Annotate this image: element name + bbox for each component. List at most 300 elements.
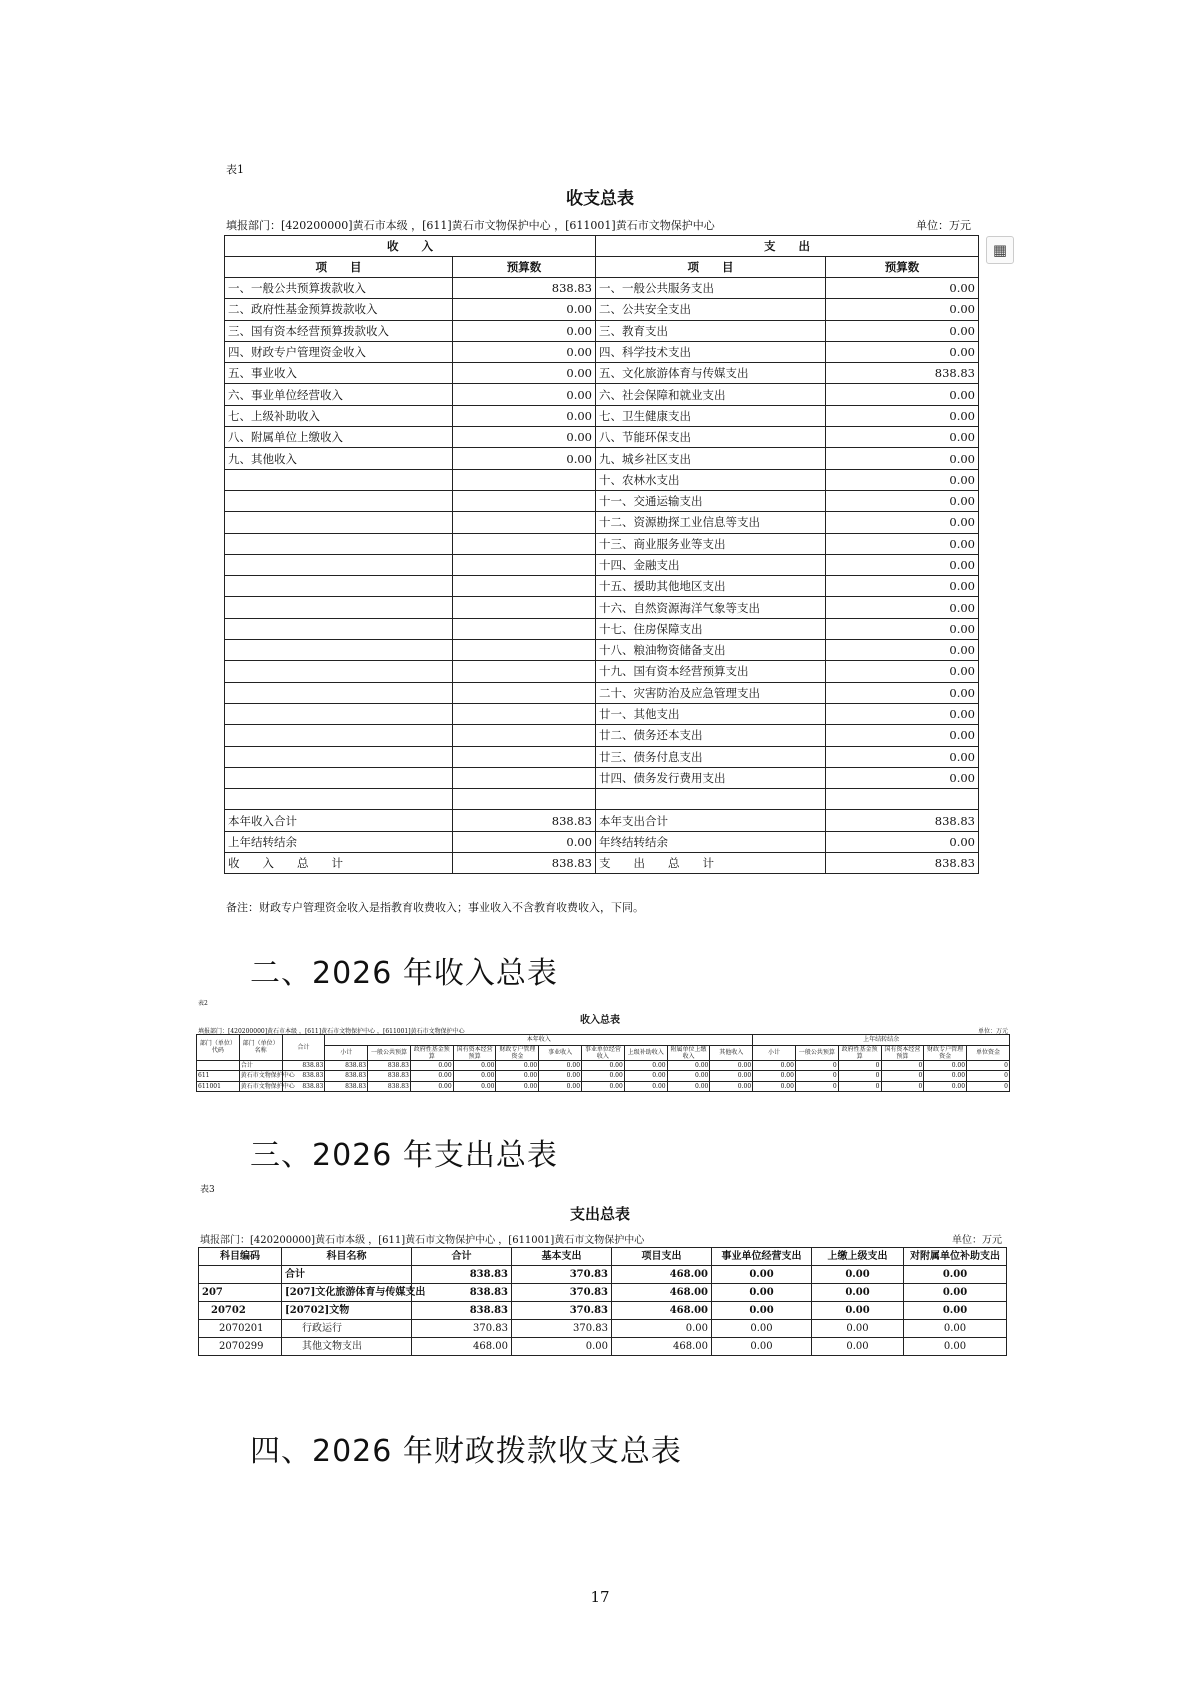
table-cell: 370.83 <box>512 1302 612 1320</box>
table-cell: 0.00 <box>453 1060 496 1071</box>
table-cell: 0.00 <box>812 1320 904 1338</box>
table-cell: 0.00 <box>410 1060 453 1071</box>
page-number: 17 <box>590 1588 610 1606</box>
table-row <box>225 490 979 511</box>
table-cell: 468.00 <box>612 1338 712 1356</box>
table-cell: 838.83 <box>325 1081 368 1092</box>
income-value <box>453 490 596 511</box>
table-cell: 0.00 <box>904 1302 1007 1320</box>
col-item: 项 目 <box>596 257 826 278</box>
table-cell: 611 <box>197 1071 240 1082</box>
table-row <box>225 405 979 426</box>
table-cell: 838.83 <box>325 1071 368 1082</box>
table-row <box>225 363 979 384</box>
income-item <box>225 767 453 788</box>
col-header: 合计 <box>282 1035 325 1061</box>
table-row <box>225 682 979 703</box>
table-cell: 0 <box>967 1071 1010 1082</box>
table-cell: [20702]文物 <box>282 1302 412 1320</box>
table-cell: 0 <box>838 1081 881 1092</box>
table-cell: 合计 <box>282 1266 412 1284</box>
table-row <box>225 448 979 469</box>
expense-item <box>596 789 826 810</box>
income-item: 二、政府性基金预算拨款收入 <box>225 299 453 320</box>
expense-value: 0.00 <box>826 554 979 575</box>
expense-item: 二十、灾害防治及应急管理支出 <box>596 682 826 703</box>
table-cell: 838.83 <box>368 1071 411 1082</box>
table-cell: 0.00 <box>612 1320 712 1338</box>
table-cell: 合计 <box>239 1060 282 1071</box>
col-budget: 预算数 <box>826 257 979 278</box>
income-item: 八、附属单位上缴收入 <box>225 427 453 448</box>
expense-item: 十一、交通运输支出 <box>596 490 826 511</box>
table3-label: 表3 <box>200 1185 215 1195</box>
income-item <box>225 597 453 618</box>
expense-value: 0.00 <box>826 661 979 682</box>
table-cell: 370.83 <box>512 1320 612 1338</box>
table-cell: 0.00 <box>496 1081 539 1092</box>
income-item: 五、事业收入 <box>225 363 453 384</box>
table-row <box>225 469 979 490</box>
col-header: 小计 <box>753 1045 796 1060</box>
income-item <box>225 746 453 767</box>
table-row <box>197 1071 1010 1082</box>
income-value: 0.00 <box>453 405 596 426</box>
expense-item: 五、文化旅游体育与传媒支出 <box>596 363 826 384</box>
income-item <box>225 554 453 575</box>
expense-item: 十七、住房保障支出 <box>596 618 826 639</box>
table-row <box>225 320 979 341</box>
expense-item: 十、农林水支出 <box>596 469 826 490</box>
table-cell: 838.83 <box>412 1284 512 1302</box>
col-header: 财政专户管理资金 <box>496 1045 539 1060</box>
table-row <box>225 533 979 554</box>
table-cell: 0.00 <box>812 1302 904 1320</box>
expense-value: 0.00 <box>826 533 979 554</box>
table-cell: 468.00 <box>612 1302 712 1320</box>
col-header: 国有资本经营预算 <box>453 1045 496 1060</box>
expense-item: 廿二、债务还本支出 <box>596 725 826 746</box>
table-cell: 0.00 <box>812 1266 904 1284</box>
expense-value: 0.00 <box>826 682 979 703</box>
table-row <box>225 597 979 618</box>
income-summary-table <box>196 1034 1010 1092</box>
table-cell: 0.00 <box>453 1071 496 1082</box>
table-cell: [207]文化旅游体育与传媒支出 <box>282 1284 412 1302</box>
table-cell: 0.00 <box>712 1302 812 1320</box>
expense-value: 0.00 <box>826 469 979 490</box>
expense-item: 一、一般公共服务支出 <box>596 278 826 299</box>
income-item <box>225 533 453 554</box>
income-item <box>225 682 453 703</box>
income-item: 六、事业单位经营收入 <box>225 384 453 405</box>
col-header: 一般公共预算 <box>795 1045 838 1060</box>
income-item <box>225 725 453 746</box>
table-cell: 370.83 <box>512 1266 612 1284</box>
table-cell: 207 <box>199 1284 282 1302</box>
table-cell <box>197 1060 240 1071</box>
table2-title: 收入总表 <box>580 1015 620 1026</box>
table-cell: 0 <box>881 1081 924 1092</box>
table-cell: 838.83 <box>282 1060 325 1071</box>
table-row <box>199 1284 1007 1302</box>
total-value: 838.83 <box>453 810 596 831</box>
table-row <box>225 299 979 320</box>
table-row <box>197 1060 1010 1071</box>
total-value: 838.83 <box>826 853 979 874</box>
table-cell: 2070201 <box>199 1320 282 1338</box>
income-item: 四、财政专户管理资金收入 <box>225 341 453 362</box>
income-item <box>225 512 453 533</box>
expense-item: 廿一、其他支出 <box>596 703 826 724</box>
income-value: 838.83 <box>453 278 596 299</box>
col-header: 基本支出 <box>512 1248 612 1266</box>
total-label: 年终结转结余 <box>596 831 826 852</box>
col-header: 上缴上级支出 <box>812 1248 904 1266</box>
expense-value: 0.00 <box>826 299 979 320</box>
scan-icon[interactable]: ▦ <box>986 236 1014 264</box>
income-value <box>453 725 596 746</box>
table-cell: 0.00 <box>582 1060 625 1071</box>
table-cell: 0 <box>881 1060 924 1071</box>
total-row <box>225 810 979 831</box>
section2-heading: 二、2026 年收入总表 <box>250 956 558 991</box>
table-cell: 838.83 <box>412 1266 512 1284</box>
table-cell: 0 <box>795 1081 838 1092</box>
expense-item: 六、社会保障和就业支出 <box>596 384 826 405</box>
section3-heading: 三、2026 年支出总表 <box>250 1138 558 1173</box>
income-value: 0.00 <box>453 384 596 405</box>
table-cell: 0.00 <box>667 1071 710 1082</box>
table-cell: 0 <box>967 1081 1010 1092</box>
income-header: 收 入 <box>225 236 596 257</box>
table-row <box>199 1302 1007 1320</box>
table-cell: 0.00 <box>710 1071 753 1082</box>
income-value <box>453 512 596 533</box>
table-cell: 0.00 <box>904 1266 1007 1284</box>
table-cell: 行政运行 <box>282 1320 412 1338</box>
col-header: 事业单位经营收入 <box>582 1045 625 1060</box>
expense-item: 十三、商业服务业等支出 <box>596 533 826 554</box>
expense-value: 0.00 <box>826 448 979 469</box>
income-item <box>225 789 453 810</box>
table-row <box>225 554 979 575</box>
table1-unit: 单位：万元 <box>916 219 971 232</box>
col-header: 其他收入 <box>710 1045 753 1060</box>
table-cell: 0.00 <box>924 1081 967 1092</box>
income-value: 0.00 <box>453 341 596 362</box>
table-row <box>225 703 979 724</box>
table2-unit: 单位：万元 <box>978 1028 1009 1035</box>
table3-title: 支出总表 <box>569 1205 630 1223</box>
table-cell: 黄石市文物保护中心 <box>240 1072 295 1080</box>
expense-value: 0.00 <box>826 384 979 405</box>
table-row <box>199 1266 1007 1284</box>
total-row <box>225 853 979 874</box>
table-cell: 0 <box>838 1060 881 1071</box>
expense-value: 0.00 <box>826 278 979 299</box>
income-item <box>225 661 453 682</box>
table-cell: 611001 <box>197 1081 240 1092</box>
income-item <box>225 576 453 597</box>
table-cell: 0.00 <box>667 1081 710 1092</box>
expense-item: 十六、自然资源海洋气象等支出 <box>596 597 826 618</box>
table-cell: 0 <box>967 1060 1010 1071</box>
table-row <box>225 618 979 639</box>
col-header: 部门（单位）代码 <box>197 1035 240 1061</box>
income-expense-table <box>224 235 979 874</box>
table-cell: 0.00 <box>753 1081 796 1092</box>
col-item: 项 目 <box>225 257 453 278</box>
income-item <box>225 640 453 661</box>
table1-label: 表1 <box>226 163 244 176</box>
income-value <box>453 554 596 575</box>
income-value: 0.00 <box>453 448 596 469</box>
total-label: 本年支出合计 <box>596 810 826 831</box>
col-header: 部门（单位）名称 <box>239 1035 282 1061</box>
col-header: 财政专户管理资金 <box>924 1045 967 1060</box>
table-cell: 0.00 <box>924 1071 967 1082</box>
table-row <box>225 789 979 810</box>
table-cell <box>199 1266 282 1284</box>
table-row <box>225 640 979 661</box>
table-cell: 0 <box>795 1060 838 1071</box>
col-header: 政府性基金预算 <box>410 1045 453 1060</box>
income-item: 九、其他收入 <box>225 448 453 469</box>
table-cell: 0.00 <box>582 1071 625 1082</box>
group-header: 本年收入 <box>325 1035 753 1046</box>
table-cell: 0.00 <box>753 1060 796 1071</box>
table-cell: 0.00 <box>624 1060 667 1071</box>
col-header: 事业收入 <box>539 1045 582 1060</box>
table-row <box>225 512 979 533</box>
table-cell: 838.83 <box>282 1071 325 1082</box>
table-cell: 0.00 <box>924 1060 967 1071</box>
total-row <box>225 831 979 852</box>
table-cell: 838.83 <box>368 1060 411 1071</box>
total-value: 0.00 <box>453 831 596 852</box>
table-cell: 468.00 <box>412 1338 512 1356</box>
col-header: 事业单位经营支出 <box>712 1248 812 1266</box>
table-cell: 838.83 <box>412 1302 512 1320</box>
table-cell: 370.83 <box>512 1284 612 1302</box>
table-cell: 838.83 <box>368 1081 411 1092</box>
expense-value: 0.00 <box>826 490 979 511</box>
income-value <box>453 576 596 597</box>
expense-header: 支 出 <box>596 236 979 257</box>
group-header: 上年结转结余 <box>753 1035 1010 1046</box>
expense-value: 0.00 <box>826 703 979 724</box>
table-cell: 468.00 <box>612 1284 712 1302</box>
table-cell: 0.00 <box>410 1081 453 1092</box>
expense-value: 0.00 <box>826 640 979 661</box>
income-item <box>225 490 453 511</box>
expense-item: 十二、资源勘探工业信息等支出 <box>596 512 826 533</box>
table-header-row <box>199 1248 1007 1266</box>
expense-value: 0.00 <box>826 405 979 426</box>
table-cell: 0.00 <box>904 1320 1007 1338</box>
table-row <box>225 725 979 746</box>
table-cell: 20702 <box>199 1302 282 1320</box>
income-value <box>453 533 596 554</box>
income-value <box>453 746 596 767</box>
table-header-row <box>197 1035 1010 1046</box>
col-header: 对附属单位补助支出 <box>904 1248 1007 1266</box>
col-budget: 预算数 <box>453 257 596 278</box>
income-value <box>453 767 596 788</box>
col-header: 附属单位上缴收入 <box>667 1045 710 1060</box>
income-item <box>225 703 453 724</box>
expense-item: 九、城乡社区支出 <box>596 448 826 469</box>
table-cell: 0.00 <box>710 1060 753 1071</box>
expense-value: 0.00 <box>826 746 979 767</box>
table2-label: 表2 <box>198 1000 208 1007</box>
table-cell: 0.00 <box>712 1320 812 1338</box>
table-cell: 370.83 <box>412 1320 512 1338</box>
table-row <box>197 1081 1010 1092</box>
col-header: 国有资本经营预算 <box>881 1045 924 1060</box>
table-cell: 2070299 <box>199 1338 282 1356</box>
income-item <box>225 618 453 639</box>
table-row <box>199 1338 1007 1356</box>
expense-summary-table <box>198 1247 1007 1356</box>
expense-item: 二、公共安全支出 <box>596 299 826 320</box>
table-cell: 0.00 <box>453 1081 496 1092</box>
total-label: 支 出 总 计 <box>596 853 826 874</box>
table-cell: 0.00 <box>539 1081 582 1092</box>
table-cell: 0.00 <box>753 1071 796 1082</box>
income-value <box>453 618 596 639</box>
income-value <box>453 703 596 724</box>
table-row <box>225 576 979 597</box>
col-header: 政府性基金预算 <box>838 1045 881 1060</box>
table-row <box>225 767 979 788</box>
total-value: 838.83 <box>453 853 596 874</box>
table-cell: 0 <box>795 1071 838 1082</box>
expense-value: 0.00 <box>826 576 979 597</box>
expense-item: 四、科学技术支出 <box>596 341 826 362</box>
table-cell: 0.00 <box>624 1071 667 1082</box>
total-value: 838.83 <box>826 810 979 831</box>
total-label: 收 入 总 计 <box>225 853 453 874</box>
expense-item: 七、卫生健康支出 <box>596 405 826 426</box>
table3-unit: 单位：万元 <box>952 1235 1002 1246</box>
col-header: 小计 <box>325 1045 368 1060</box>
total-value: 0.00 <box>826 831 979 852</box>
table-cell: 0.00 <box>710 1081 753 1092</box>
income-value <box>453 682 596 703</box>
table-cell: 0.00 <box>904 1284 1007 1302</box>
income-value <box>453 640 596 661</box>
table-cell: 468.00 <box>612 1266 712 1284</box>
table-cell: 0.00 <box>812 1338 904 1356</box>
table-cell: 0.00 <box>539 1071 582 1082</box>
col-header: 合计 <box>412 1248 512 1266</box>
table1-title: 收支总表 <box>566 189 634 209</box>
table-cell: 0.00 <box>712 1284 812 1302</box>
table-row <box>199 1320 1007 1338</box>
expense-value: 0.00 <box>826 512 979 533</box>
income-value: 0.00 <box>453 299 596 320</box>
expense-item: 十四、金融支出 <box>596 554 826 575</box>
table-row <box>225 661 979 682</box>
table-row <box>225 427 979 448</box>
income-value: 0.00 <box>453 363 596 384</box>
table-cell: 0 <box>838 1071 881 1082</box>
table-row <box>225 746 979 767</box>
table-header-row <box>225 236 979 257</box>
expense-item: 十八、粮油物资储备支出 <box>596 640 826 661</box>
table-cell: 0 <box>881 1071 924 1082</box>
table3-dept: 填报部门：[420200000]黄石市本级 ，[611]黄石市文物保护中心 ，[611001]黄石市文物保护中心 <box>200 1235 645 1246</box>
expense-value: 0.00 <box>826 767 979 788</box>
table-cell: 838.83 <box>325 1060 368 1071</box>
expense-value: 0.00 <box>826 597 979 618</box>
expense-item: 廿四、债务发行费用支出 <box>596 767 826 788</box>
income-value: 0.00 <box>453 320 596 341</box>
total-label: 上年结转结余 <box>225 831 453 852</box>
table1-dept: 填报部门：[420200000]黄石市本级 ，[611]黄石市文物保护中心 ，[611001]黄石市文物保护中心 <box>226 219 715 232</box>
table-header-row <box>225 257 979 278</box>
table-row <box>225 384 979 405</box>
col-header: 上级补助收入 <box>624 1045 667 1060</box>
table-cell: 0.00 <box>667 1060 710 1071</box>
table-row <box>225 278 979 299</box>
table-cell: 黄石市文物保护中心 <box>240 1082 295 1090</box>
table-cell: 其他文物支出 <box>282 1338 412 1356</box>
table-cell: 0.00 <box>812 1284 904 1302</box>
expense-item: 十五、援助其他地区支出 <box>596 576 826 597</box>
table-cell: 0.00 <box>539 1060 582 1071</box>
table2-dept: 填报部门：[420200000]黄石市本级 ，[611]黄石市文物保护中心 ，[611001]黄石市文物保护中心 <box>198 1028 465 1035</box>
table-cell: 0.00 <box>582 1081 625 1092</box>
total-label: 本年收入合计 <box>225 810 453 831</box>
expense-value: 0.00 <box>826 427 979 448</box>
income-item: 七、上级补助收入 <box>225 405 453 426</box>
col-header: 项目支出 <box>612 1248 712 1266</box>
table-cell: 0.00 <box>624 1081 667 1092</box>
table-cell: 0.00 <box>496 1071 539 1082</box>
income-item <box>225 469 453 490</box>
col-header: 单位资金 <box>967 1045 1010 1060</box>
col-header: 科目编码 <box>199 1248 282 1266</box>
expense-value: 838.83 <box>826 363 979 384</box>
income-value <box>453 597 596 618</box>
table-cell: 0.00 <box>512 1338 612 1356</box>
section4-heading: 四、2026 年财政拨款收支总表 <box>250 1434 682 1469</box>
income-value <box>453 789 596 810</box>
table-cell: 0.00 <box>712 1338 812 1356</box>
expense-value: 0.00 <box>826 618 979 639</box>
table-cell: 0.00 <box>410 1071 453 1082</box>
table-row <box>225 341 979 362</box>
expense-item: 廿三、债务付息支出 <box>596 746 826 767</box>
income-item: 一、一般公共预算拨款收入 <box>225 278 453 299</box>
table-cell: 0.00 <box>904 1338 1007 1356</box>
income-item: 三、国有资本经营预算拨款收入 <box>225 320 453 341</box>
col-header: 一般公共预算 <box>368 1045 411 1060</box>
expense-value: 0.00 <box>826 320 979 341</box>
expense-value <box>826 789 979 810</box>
expense-value: 0.00 <box>826 341 979 362</box>
table-cell: 0.00 <box>712 1266 812 1284</box>
expense-item: 十九、国有资本经营预算支出 <box>596 661 826 682</box>
income-value <box>453 661 596 682</box>
table1-note: 备注：财政专户管理资金收入是指教育收费收入；事业收入不含教育收费收入，下同。 <box>226 901 644 914</box>
expense-value: 0.00 <box>826 725 979 746</box>
expense-item: 三、教育支出 <box>596 320 826 341</box>
income-value <box>453 469 596 490</box>
